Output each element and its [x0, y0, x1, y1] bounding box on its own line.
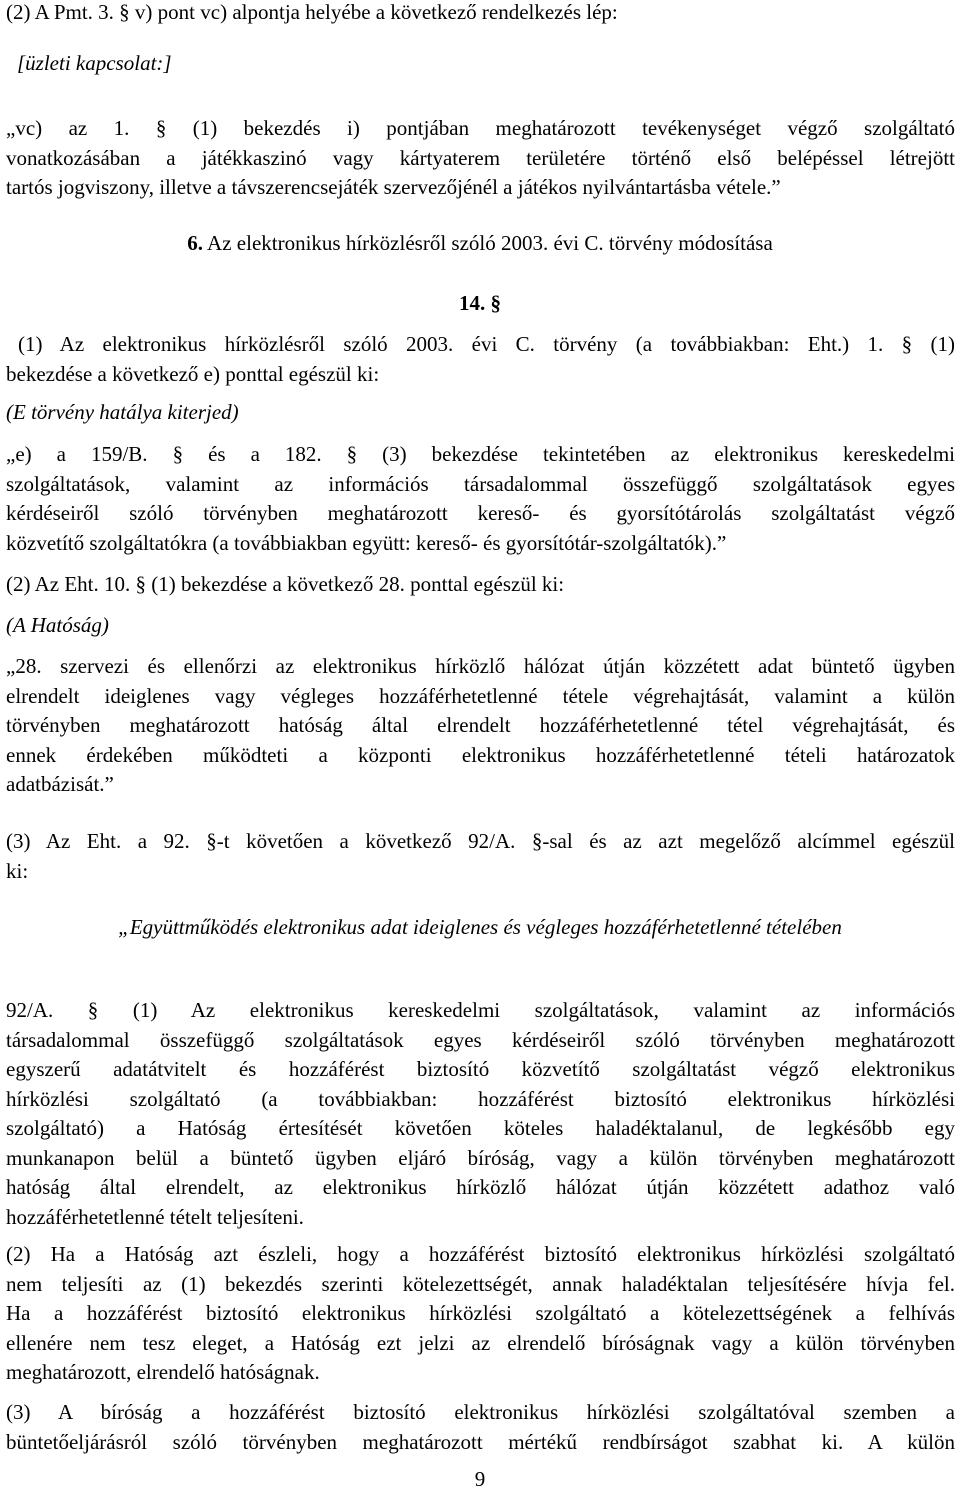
paragraph-context-note: [6, 611, 955, 641]
text-line: ellenére nem tesz eleget, a Hatóság ezt jelzi az elrendelő bíróságnak vagy a külön törvényben: [6, 1330, 955, 1355]
paragraph: [6, 570, 955, 600]
paragraph: [6, 827, 955, 886]
text-line: elrendelt ideiglenes vagy végleges hozzáférhetetlenné tétele végrehajtását, valamint a külön: [6, 683, 955, 708]
section-number: 14. §: [459, 291, 501, 315]
text-line: (2) A Pmt. 3. § v) pont vc) alpontja helyébe a következő rendelkezés lép:: [6, 0, 618, 24]
paragraph-context-note: [6, 398, 955, 428]
text-line: (2) Az Eht. 10. § (1) bekezdése a következő 28. ponttal egészül ki:: [6, 572, 565, 596]
paragraph-quoted-provision: [6, 114, 955, 203]
text-line: bekezdése a következő e) ponttal egészül ki:: [6, 361, 380, 386]
text-line: szolgáltatások, valamint az információs társadalommal összefüggő szolgáltatások egyes: [6, 471, 955, 496]
text-line: társadalommal összefüggő szolgáltatások egyes kérdéseiről szóló törvényben meghatározott: [6, 1027, 955, 1052]
text-line: ki:: [6, 858, 29, 883]
subtitle: „Együttműködés elektronikus adat ideiglenes és végleges hozzáférhetetlenné tételében: [118, 915, 842, 939]
text-line: hírközlési szolgáltató (a továbbiakban: hozzáférést biztosító elektronikus hírközlési: [6, 1086, 955, 1111]
text-line: (3) Az Eht. a 92. §-t követően a következő 92/A. §-sal és az azt megelőző alcímmel egészül: [6, 829, 955, 853]
text-line: Ha a hozzáférést biztosító elektronikus hírközlési szolgáltató a kötelezettségének a felhívás: [6, 1301, 955, 1325]
text-line: tartós jogviszony, illetve a távszerencsejáték szervezőjénél a játékos nyilvántartásba vétele.”: [6, 175, 781, 199]
text-line: szolgáltató) a Hatóság értesítését követően köteles haladéktalanul, de legkésőbb egy: [6, 1116, 955, 1140]
text-line: egyszerű adatátvitelt és hozzáférést biztosító közvetítő szolgáltatást végző elektronikus: [6, 1057, 955, 1081]
paragraph: [6, 330, 955, 389]
text-line: ennek érdekében működteti a központi elektronikus hozzáférhetetlenné tételi határozatok: [6, 742, 955, 767]
text-line: „e) a 159/B. § és a 182. § (3) bekezdése tekintetében az elektronikus kereskedelmi: [6, 442, 955, 466]
text-line: kérdéseiről szóló törvényben meghatározott kereső- és gyorsítótárolás szolgáltatást végző: [6, 501, 955, 525]
text-line: hatóság által elrendelt, az elektronikus hírközlő hálózat útján közzétett adathoz való: [6, 1175, 955, 1199]
text-line: hozzáférhetetlenné tételt teljesíteni.: [6, 1204, 304, 1229]
text-line: meghatározott, elrendelő hatóságnak.: [6, 1360, 320, 1384]
text-line: törvényben meghatározott hatóság által elrendelt hozzáférhetetlenné tétel végrehajtását, és: [6, 713, 955, 737]
text-line: munkanapon belül a büntető ügyben eljáró bíróság, vagy a külön törvényben meghatározott: [6, 1145, 955, 1170]
text-line: (E törvény hatálya kiterjed): [6, 400, 239, 424]
chapter-heading: [0, 229, 960, 258]
text-line: „28. szervezi és ellenőrzi az elektronikus hírközlő hálózat útján közzétett adat büntető ügyben: [6, 654, 955, 678]
text-line: büntetőeljárásról szóló törvényben meghatározott mértékű rendbírságot szabhat ki. A külön: [6, 1429, 955, 1454]
text-line: (2) Ha a Hatóság azt észleli, hogy a hozzáférést biztosító elektronikus hírközlési szolgáltató: [6, 1242, 955, 1266]
paragraph: [6, 996, 955, 1232]
paragraph: [6, 1398, 955, 1457]
text-line: adatbázisát.”: [6, 772, 114, 796]
chapter-title: Az elektronikus hírközlésről szóló 2003. évi C. törvény módosítása: [207, 231, 773, 255]
chapter-number: 6.: [187, 231, 203, 255]
text-line: közvetítő szolgáltatókra (a továbbiakban együtt: kereső- és gyorsítótár-szolgáltatók).”: [6, 530, 727, 555]
text-line: [üzleti kapcsolat:]: [17, 51, 172, 75]
paragraph: [6, 0, 955, 28]
text-line: nem teljesíti az (1) bekezdés szerinti kötelezettségét, annak haladéktalan teljesítésére hívja fel.: [6, 1271, 955, 1296]
paragraph-quoted-provision: [6, 440, 955, 558]
text-line: (1) Az elektronikus hírközlésről szóló 2003. évi C. törvény (a továbbiakban: Eht.) 1. § (1): [18, 332, 955, 356]
text-line: „vc) az 1. § (1) bekezdés i) pontjában meghatározott tevékenységet végző szolgáltató: [6, 116, 955, 140]
page-number: 9: [474, 1467, 486, 1491]
paragraph-context-note: [17, 49, 947, 79]
text-line: vonatkozásában a játékkaszinó vagy kártyaterem területére történő első belépéssel létrejött: [6, 145, 955, 170]
text-line: (A Hatóság): [6, 613, 109, 637]
paragraph-quoted-provision: [6, 652, 955, 800]
text-line: 92/A. § (1) Az elektronikus kereskedelmi szolgáltatások, valamint az információs: [6, 998, 955, 1022]
text-line: (3) A bíróság a hozzáférést biztosító elektronikus hírközlési szolgáltatóval szemben a: [6, 1400, 955, 1424]
paragraph: [6, 1240, 955, 1388]
